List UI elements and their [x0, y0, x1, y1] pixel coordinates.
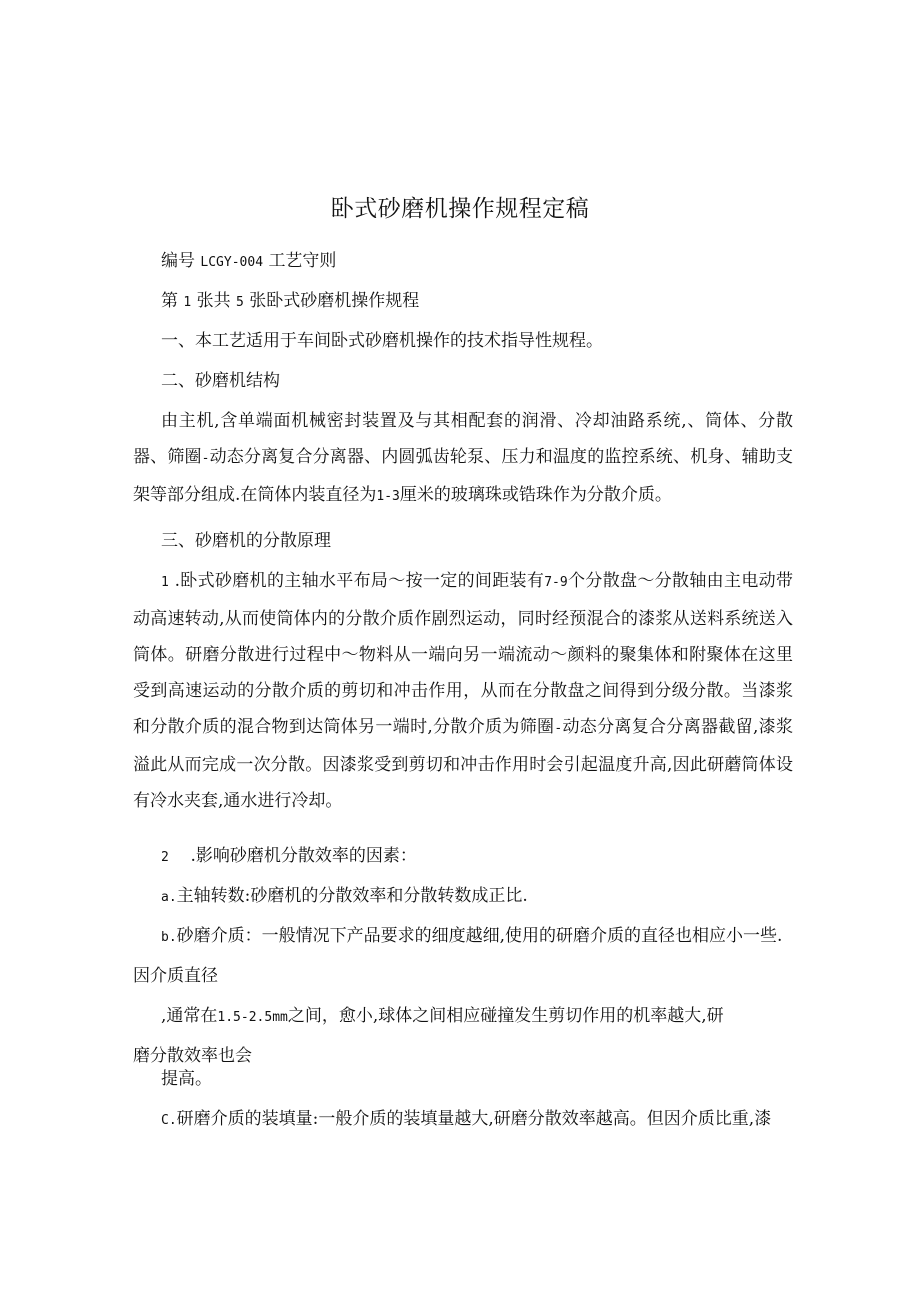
- factor-c: C.研磨介质的装填量:一般介质的装填量越大,研磨分散效率越高。但因介质比重,漆: [161, 1109, 772, 1129]
- document-title: 卧式砂磨机操作规程定稿: [330, 196, 590, 222]
- factor-b-line-2: ,通常在1.5-2.5mm之间，愈小,球体之间相应碰撞发生剪切作用的机率越大,研: [161, 1006, 724, 1026]
- doc-code-line: 编号 LCGY-004 工艺守则: [161, 251, 337, 271]
- doc-code: LCGY-004: [200, 255, 264, 270]
- factor-b-continued: 因介质直径: [133, 966, 218, 986]
- factor-b-line-4: 提高。: [161, 1069, 212, 1089]
- factor-a: a.主轴转数:砂磨机的分散效率和分散转数成正比.: [161, 886, 528, 906]
- section-2-heading: 二、砂磨机结构: [161, 371, 280, 391]
- principle-paragraph: 1 .卧式砂磨机的主轴水平布局～按一定的间距装有7-9个分散盘～分散轴由主电动带动高速转动,从而使筒体内的分散介质作剧烈运动，同时经预混合的漆浆从送料系统送入筒体。研磨分散进行过程中～物料从一端向另一端流动～颜料的聚集体和附聚体在这里受到高速运动的分散介质的剪切和冲击作用，从而在分散盘之间得到分级分散。当漆浆和分散介质的混合物到达筒体另一端时,分散介质为筛圈-动态分离复合分离器截留,漆浆溢此从而完成一次分散。因漆浆受到剪切和冲击作用时会引起温度升高,因此研蘑筒体设有冷水夹套,通水进行冷却。: [133, 571, 794, 811]
- section-2-paragraph: 由主机,含单端面机械密封装置及与其相配套的润滑、冷却油路系统,、筒体、分散器、筛圈-动态分离复合分离器、内圆弧齿轮泵、压力和温度的监控系统、机身、辅助支架等部分组成.在筒体内装直径为1-3厘米的玻璃珠或锆珠作为分散介质。: [133, 411, 794, 505]
- factor-b-line-3: 磨分散效率也会: [133, 1046, 252, 1066]
- section-3-heading: 三、砂磨机的分散原理: [161, 531, 331, 551]
- factors-heading: 2 .影响砂磨机分散效率的因素：: [161, 846, 417, 866]
- section-1: 一、本工艺适用于车间卧式砂磨机操作的技术指导性规程。: [161, 331, 603, 351]
- factor-b: b.砂磨介质：一般情况下产品要求的细度越细,使用的研磨介质的直径也相应小一些.: [161, 926, 783, 946]
- sheet-line: 第 1 张共 5 张卧式砂磨机操作规程: [161, 291, 420, 311]
